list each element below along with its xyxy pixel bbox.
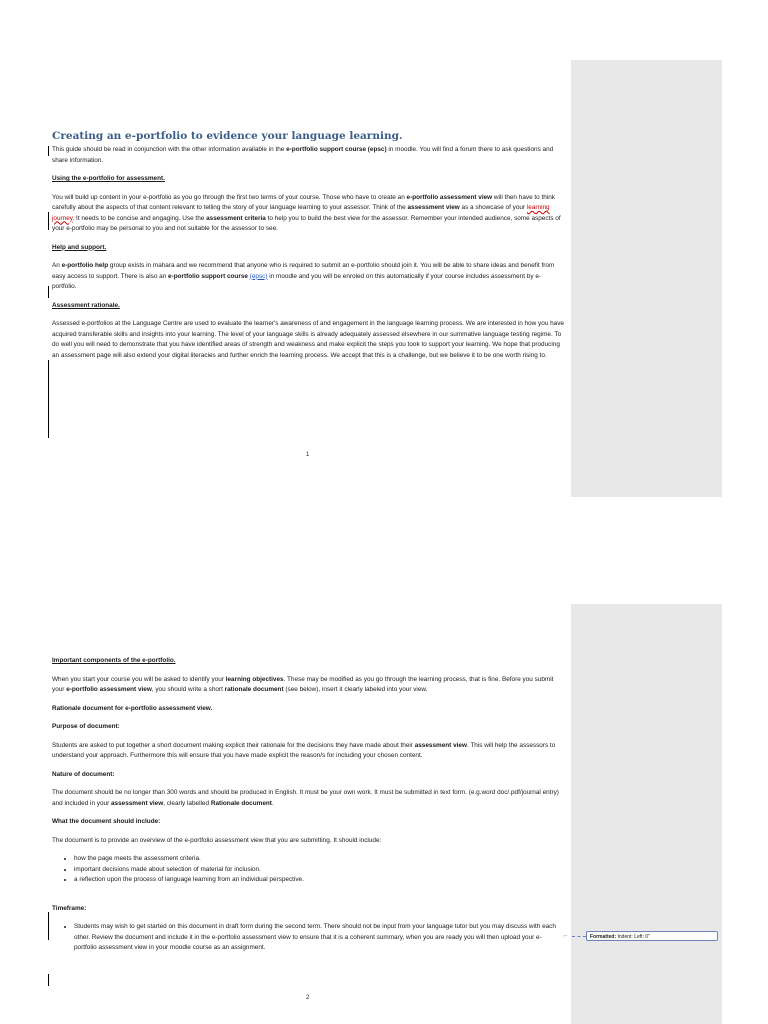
document-title: Creating an e-portfolio to evidence your language learning.: [52, 130, 403, 142]
text: . It needs to be concise and engaging. Use the: [72, 214, 207, 222]
bold-text: e-portfolio help: [61, 262, 109, 269]
rationale-paragraph: Assessed e-portfolios at the Language Centre are used to evaluate the learner's awareness of and engagement in the language learning process. We are interested in how you have acquired transferable skills and insights into your learning. The level of your language skills is already adequately assessed elsewhere in our summative language testing regime. To do well you will need to demonstrate that you have identified areas of strength and weakness and make explicit the steps you took to support your learning. We hope that producing an assessment page will also extend your digital literacies and further enrich the learning process. We accept that this is a challenge, but we believe it to be one worth rising to.: [52, 320, 564, 359]
heading-rationale-document: Rationale document for e-portfolio assessment view.: [52, 704, 213, 712]
balloon-connector: [572, 936, 586, 937]
bold-text: assessment view: [414, 741, 467, 749]
text: This guide should be read in conjunction with the other information available in the: [52, 146, 287, 153]
text: . This will help the assessors to understand your approach. Furthermore this will ensure that you have made explicit the reason/s for including your chosen content.: [52, 741, 556, 759]
bold-text: Rationale document: [210, 799, 272, 807]
intro-paragraph: [52, 145, 564, 166]
change-bar: [48, 146, 49, 156]
nature-paragraph: [52, 788, 564, 809]
text: When you start your course you will be asked to identify your: [52, 675, 226, 683]
heading-nature: Nature of document:: [52, 770, 115, 778]
bold-text: e-portfolio assessment view: [66, 686, 152, 693]
text: as a showcase of your: [459, 204, 527, 211]
text: You will build up content in your e-portfolio as you go through the first two terms of your course. Those who have to create an: [52, 193, 407, 201]
text: group exists in mahara and we recommend that anyone who is required to submit an e-portfolio should join it. You will be able to share ideas and benefit from easy access to support. There is also an: [52, 262, 555, 280]
change-bar: [48, 974, 49, 986]
bold-text: assessment view: [110, 799, 164, 807]
page-number: 1: [306, 452, 310, 458]
text: . These may be modified as you go through the learning process, that is fine. Before you submit your: [52, 675, 554, 693]
text: , you should write a short: [151, 686, 225, 693]
components-paragraph: [52, 675, 564, 696]
formatting-comment-balloon[interactable]: [586, 931, 718, 941]
list-item: • a reflection upon the process of language learning from an individual perspective.: [74, 875, 564, 886]
change-bar: [48, 360, 49, 438]
text: to help you to build the best view for the assessor. Remember your intended audience, some aspects of your e-portfolio may be personal to you and not suitable for the assessor to see.: [52, 214, 561, 232]
text: Students are asked to put together a short document making explicit their rationale for the decisions they have made about their: [52, 741, 415, 749]
heading-timeframe: Timeframe:: [52, 904, 87, 912]
text: An: [52, 262, 62, 269]
heading-rationale: Assessment rationale.: [52, 301, 120, 309]
timeframe-list: [52, 922, 564, 954]
bold-text: rationale document: [224, 686, 284, 693]
tracked-change-text: learning journey: [52, 204, 550, 222]
comment-text: Indent: Left: 0": [616, 934, 650, 940]
include-intro: The document is to provide an overview of the e-portfolio assessment view that you are submitting. It should include:: [52, 836, 382, 844]
markup-pane: [571, 60, 722, 497]
assessment-paragraph: [52, 193, 564, 235]
heading-include: What the document should include:: [52, 818, 161, 825]
heading-components: Important components of the e-portfolio.: [52, 657, 176, 664]
text: The document should be no longer than 300 words and should be produced in English. It must be your own work. It must be submitted in text form. (e.g.word doc/.pdf/journal entry) and included in your: [52, 789, 559, 807]
text: .: [271, 799, 274, 807]
help-paragraph: [52, 261, 564, 293]
list-item: • Students may wish to get started on this document in draft form during the second term. There should not be input from your language tutor but you may discuss with each other. Review the document and include it in the e-portfolio assessment view to ensure that it is a coherent summary, when you are ready you will then upload your e-portfolio assessment view in your moodle course as an assignment.: [74, 922, 564, 954]
bold-text: assessment criteria: [206, 214, 266, 222]
heading-assessment: Using the e-portfolio for assessment.: [52, 175, 165, 182]
comment-label: Formatted:: [590, 934, 617, 940]
change-bar: [48, 912, 49, 940]
epsc-link[interactable]: (epsc): [249, 272, 268, 280]
bold-text: e-portfolio support course (epsc): [286, 146, 387, 153]
change-bar: [48, 286, 49, 298]
text: , clearly labelled: [163, 799, 211, 807]
bold-text: e-portfolio support course: [168, 272, 248, 280]
text: in moodle and you will be enroled on this automatically if your course includes assessment by e-portfolio.: [52, 272, 542, 290]
arrow-left-icon: ←: [562, 932, 569, 939]
heading-help: Help and support.: [52, 243, 107, 251]
markup-pane: [571, 604, 722, 1024]
page-2-body: [52, 656, 564, 962]
bold-text: assessment view: [407, 204, 460, 211]
heading-purpose: Purpose of document:: [52, 723, 120, 730]
page-1-body: [52, 130, 564, 369]
list-item: • how the page meets the assessment criteria.: [74, 854, 564, 865]
bold-text: learning objectives: [225, 675, 284, 683]
list-item: • important decisions made about selection of material for inclusion.: [74, 865, 564, 876]
include-list: [52, 854, 564, 886]
purpose-paragraph: [52, 741, 564, 762]
page-number: 2: [306, 995, 310, 1001]
text: in moodle. You will find a forum there to ask questions and share information.: [52, 146, 554, 164]
text: (see below), insert it clearly labeled into your view.: [283, 686, 428, 693]
bold-text: e-portfolio assessment view: [406, 193, 493, 201]
change-bar: [48, 212, 49, 230]
text: will then have to think carefully about the aspects of that content relevant to telling the story of your language learning to your assessor. Think of the: [52, 193, 556, 211]
